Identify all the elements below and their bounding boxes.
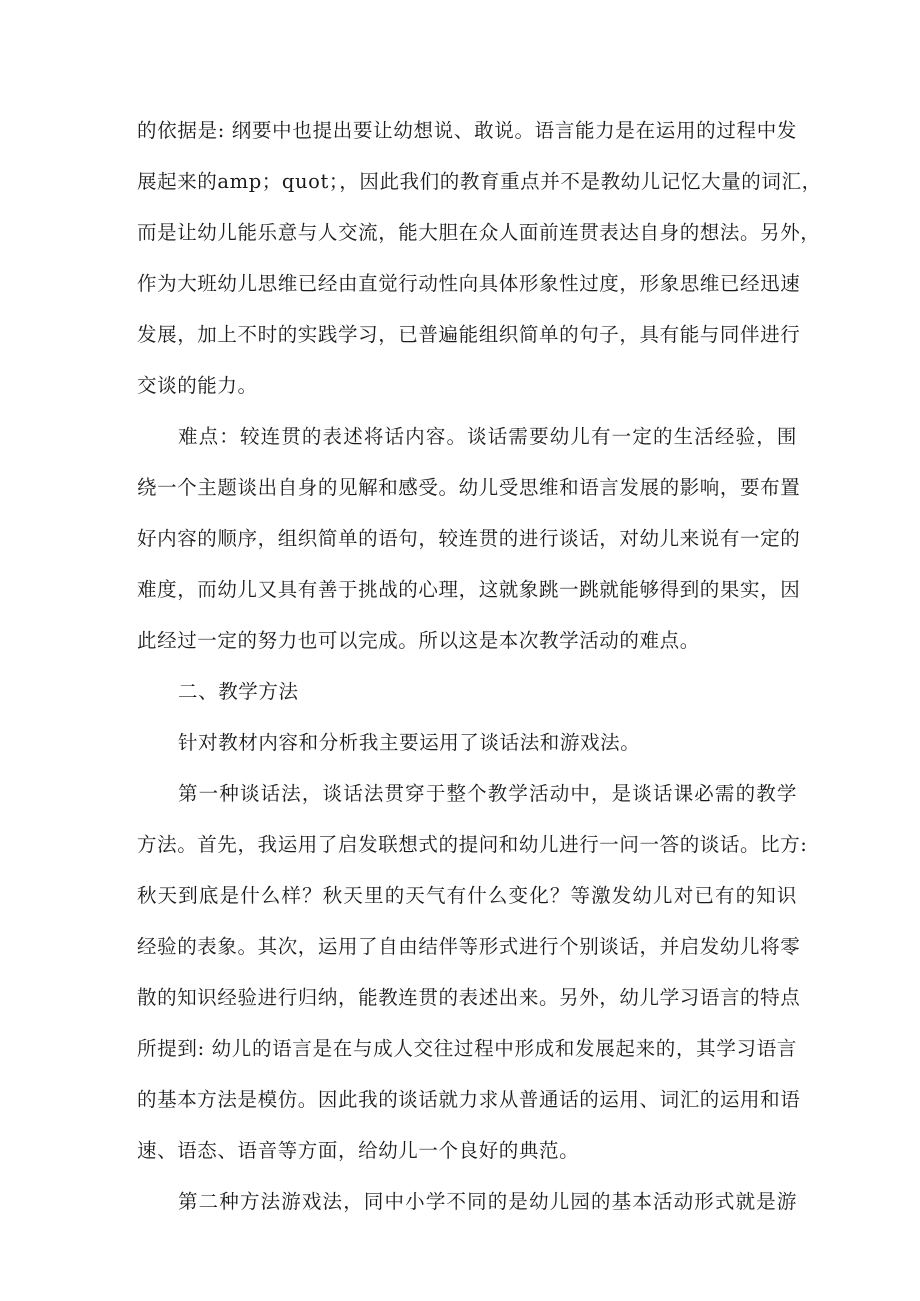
section-heading: 二、教学方法 xyxy=(178,680,299,703)
text-line: 难点：较连贯的表述将话内容。谈话需要幼儿有一定的生活经验，围 xyxy=(178,425,797,448)
text-line: 秋天到底是什么样？秋天里的天气有什么变化？等激发幼儿对已有的知识 xyxy=(137,884,797,907)
text-line: 而是让幼儿能乐意与人交流，能大胆在众人面前连贯表达自身的想法。另外， xyxy=(137,221,821,244)
text-line: 交谈的能力。 xyxy=(137,374,258,397)
text-line: 此经过一定的努力也可以完成。所以这是本次教学活动的难点。 xyxy=(137,629,700,652)
text-line: 展起来的amp；quot；，因此我们的教育重点并不是教幼儿记忆大量的词汇， xyxy=(137,170,822,193)
text-line: 好内容的顺序，组织简单的语句，较连贯的进行谈话，对幼儿来说有一定的 xyxy=(137,527,801,550)
text-line: 所提到: 幼儿的语言是在与成人交往过程中形成和发展起来的，其学习语言 xyxy=(137,1037,797,1060)
text-line: 第二种方法游戏法，同中小学不同的是幼儿园的基本活动形式就是游 xyxy=(178,1190,797,1213)
text-line: 经验的表象。其次，运用了自由结伴等形式进行个别谈话，并启发幼儿将零 xyxy=(137,935,801,958)
text-line: 发展，加上不时的实践学习，已普遍能组织简单的句子，具有能与同伴进行 xyxy=(137,323,801,346)
text-line: 针对教材内容和分析我主要运用了谈话法和游戏法。 xyxy=(178,731,641,754)
text-line: 难度，而幼儿又具有善于挑战的心理，这就象跳一跳就能够得到的果实，因 xyxy=(137,578,801,601)
text-line: 绕一个主题谈出自身的见解和感受。幼儿受思维和语言发展的影响，要布置 xyxy=(137,476,801,499)
text-line: 方法。首先，我运用了启发联想式的提问和幼儿进行一问一答的谈话。比方: xyxy=(137,833,808,856)
text-line: 第一种谈话法，谈话法贯穿于整个教学活动中，是谈话课必需的教学 xyxy=(178,782,797,805)
text-line: 速、语态、语音等方面，给幼儿一个良好的典范。 xyxy=(137,1139,580,1162)
text-line: 散的知识经验进行归纳，能教连贯的表述出来。另外，幼儿学习语言的特点 xyxy=(137,986,801,1009)
text-line: 的基本方法是模仿。因此我的谈话就力求从普通话的运用、词汇的运用和语 xyxy=(137,1088,801,1111)
text-line: 作为大班幼儿思维已经由直觉行动性向具体形象性过度，形象思维已经迅速 xyxy=(137,272,801,295)
text-line: 的依据是: 纲要中也提出要让幼想说、敢说。语言能力是在运用的过程中发 xyxy=(137,119,797,142)
